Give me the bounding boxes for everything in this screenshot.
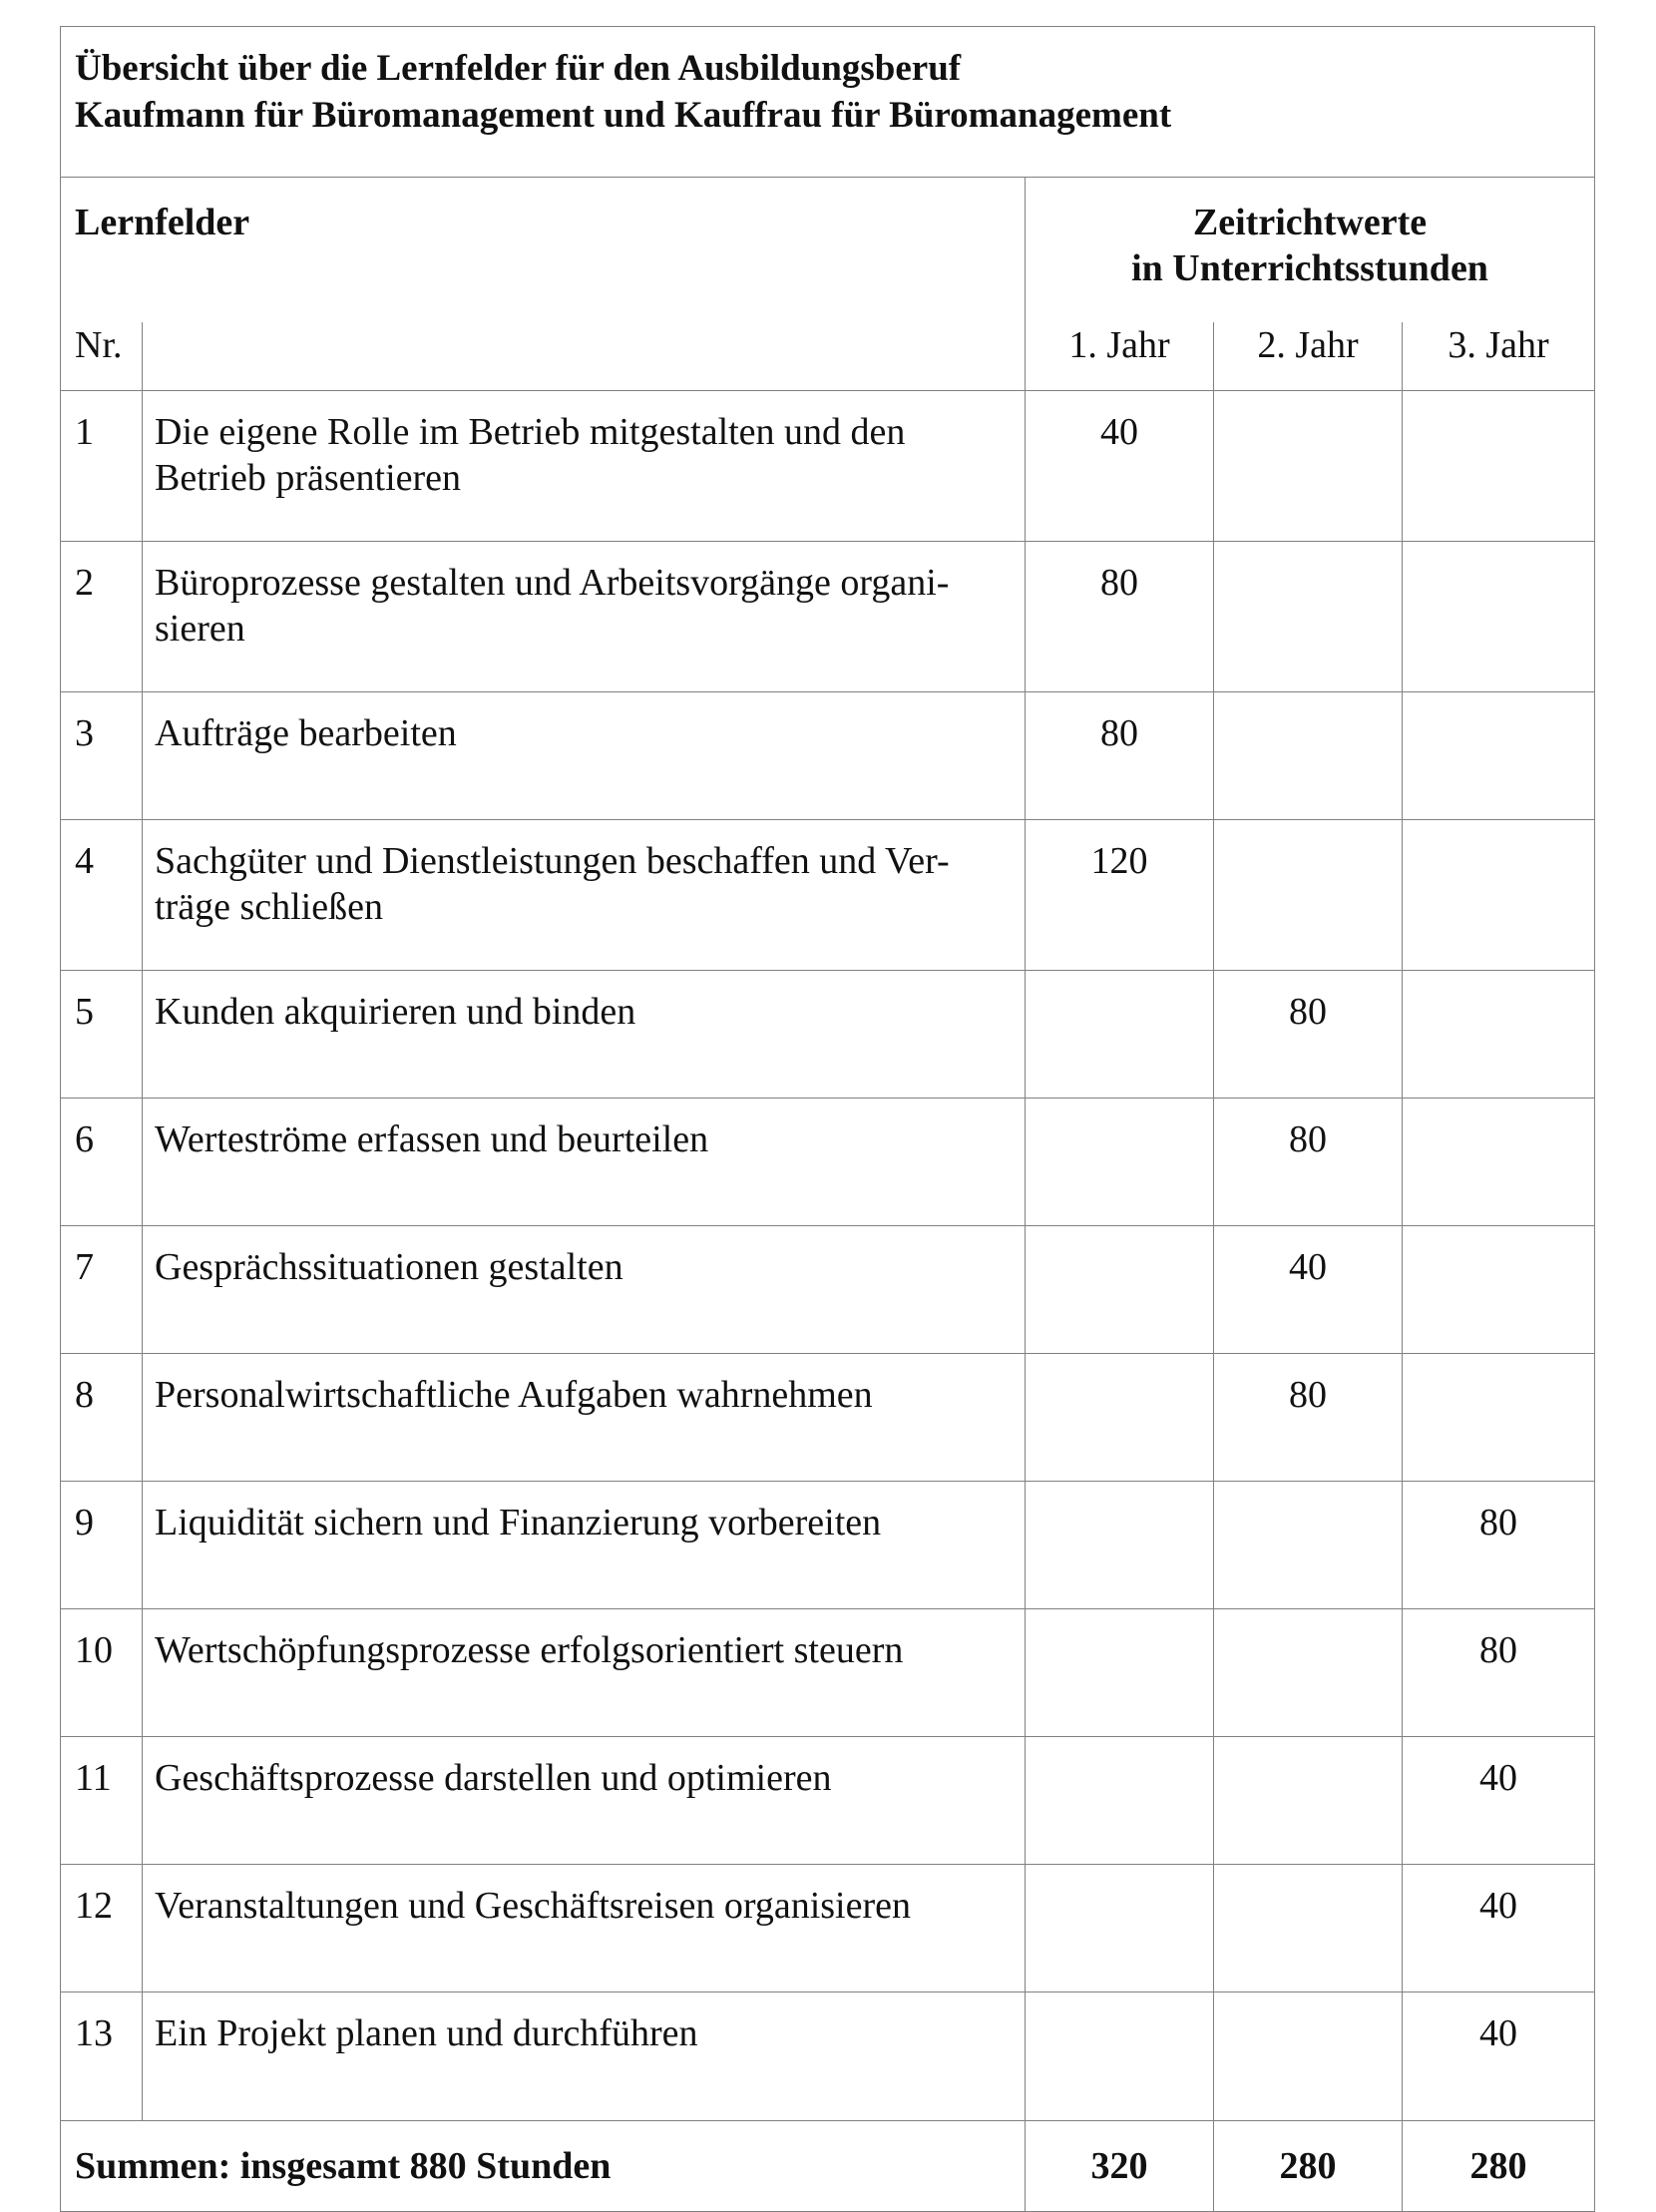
row-year-2 [1214,391,1403,542]
row-year-3 [1403,971,1595,1099]
table-row [61,1354,1595,1482]
row-year-3 [1403,542,1595,692]
row-year-2 [1214,1992,1403,2121]
summary-year-2: 280 [1214,2121,1403,2212]
row-year-3 [1403,820,1595,971]
summary-row [61,2121,1595,2212]
table-row [61,1099,1595,1226]
row-lernfeld: Veranstaltungen und Geschäftsreisen organisieren [143,1865,1026,1992]
row-text-line-2: Betrieb präsentieren [155,457,462,499]
table-row [61,820,1595,971]
row-lernfeld: Aufträge bearbeiten [143,692,1026,820]
table-row [61,1737,1595,1865]
row-nr: 8 [61,1354,143,1482]
row-year-1: 40 [1026,391,1214,542]
header-row-1 [61,178,1595,323]
table-row [61,1992,1595,2121]
row-year-3 [1403,391,1595,542]
row-year-3 [1403,1226,1595,1354]
row-lernfeld: Werteströme erfassen und beurteilen [143,1099,1026,1226]
zeitrichtwerte-header [1026,178,1595,323]
table-row [61,1226,1595,1354]
row-year-2 [1214,1865,1403,1992]
row-text-line-1: Sachgüter und Dienstleistungen beschaffen und Ver- [155,840,950,882]
summary-year-1: 320 [1026,2121,1214,2212]
row-year-2: 80 [1214,1099,1403,1226]
row-year-2 [1214,542,1403,692]
table-row [61,1865,1595,1992]
row-year-1: 80 [1026,542,1214,692]
row-nr: 3 [61,692,143,820]
row-lernfeld: Gesprächssituationen gestalten [143,1226,1026,1354]
title-line-1: Übersicht über die Lernfelder für den Ausbildungsberuf [75,48,962,89]
row-year-3: 40 [1403,1992,1595,2121]
row-year-1 [1026,1226,1214,1354]
row-year-1: 120 [1026,820,1214,971]
row-nr: 9 [61,1482,143,1609]
row-year-1 [1026,1482,1214,1609]
row-text-line-1: Büroprozesse gestalten und Arbeitsvorgänge organi- [155,562,950,604]
row-year-2 [1214,820,1403,971]
row-year-2 [1214,1737,1403,1865]
row-nr: 12 [61,1865,143,1992]
row-year-1 [1026,1992,1214,2121]
zeit-header-line-2: in Unterrichtsstunden [1131,247,1488,289]
row-year-1 [1026,1865,1214,1992]
row-year-1 [1026,1737,1214,1865]
row-year-2 [1214,692,1403,820]
row-nr: 1 [61,391,143,542]
row-lernfeld: Liquidität sichern und Finanzierung vorbereiten [143,1482,1026,1609]
table-row [61,971,1595,1099]
lernfelder-table [60,26,1595,2212]
row-lernfeld [143,391,1026,542]
row-lernfeld: Ein Projekt planen und durchführen [143,1992,1026,2121]
row-year-1 [1026,1099,1214,1226]
lernfelder-header: Lernfelder [61,178,1026,323]
row-year-3 [1403,692,1595,820]
header-row-2 [61,322,1595,391]
summary-label: Summen: insgesamt 880 Stunden [61,2121,1026,2212]
summary-year-3: 280 [1403,2121,1595,2212]
row-nr: 10 [61,1609,143,1737]
blank-header [143,322,1026,391]
table-row [61,391,1595,542]
table-row [61,1609,1595,1737]
title-line-2: Kaufmann für Büromanagement und Kauffrau für Büromanagement [75,95,1172,136]
row-year-3: 80 [1403,1609,1595,1737]
row-year-2 [1214,1482,1403,1609]
row-year-2 [1214,1609,1403,1737]
row-nr: 5 [61,971,143,1099]
row-year-3 [1403,1099,1595,1226]
row-lernfeld: Wertschöpfungsprozesse erfolgsorientiert steuern [143,1609,1026,1737]
row-lernfeld: Kunden akquirieren und binden [143,971,1026,1099]
row-year-2: 80 [1214,1354,1403,1482]
row-year-3 [1403,1354,1595,1482]
row-lernfeld: Geschäftsprozesse darstellen und optimieren [143,1737,1026,1865]
row-year-3: 40 [1403,1865,1595,1992]
row-year-1 [1026,971,1214,1099]
row-nr: 11 [61,1737,143,1865]
title-row [61,27,1595,178]
row-lernfeld [143,820,1026,971]
table-row [61,542,1595,692]
row-nr: 2 [61,542,143,692]
row-year-1: 80 [1026,692,1214,820]
row-text-line-1: Die eigene Rolle im Betrieb mitgestalten und den [155,411,906,453]
year-1-header: 1. Jahr [1026,322,1214,391]
row-nr: 13 [61,1992,143,2121]
row-year-1 [1026,1354,1214,1482]
row-year-2: 80 [1214,971,1403,1099]
year-3-header: 3. Jahr [1403,322,1595,391]
row-lernfeld: Personalwirtschaftliche Aufgaben wahrnehmen [143,1354,1026,1482]
row-year-3: 40 [1403,1737,1595,1865]
table-row [61,1482,1595,1609]
zeit-header-line-1: Zeitrichtwerte [1192,202,1428,243]
row-nr: 7 [61,1226,143,1354]
row-text-line-2: sieren [155,608,245,650]
row-year-2: 40 [1214,1226,1403,1354]
row-lernfeld [143,542,1026,692]
row-nr: 4 [61,820,143,971]
table-title [61,27,1595,178]
row-nr: 6 [61,1099,143,1226]
table-row [61,692,1595,820]
nr-header: Nr. [61,322,143,391]
row-year-1 [1026,1609,1214,1737]
row-year-3: 80 [1403,1482,1595,1609]
row-text-line-2: träge schließen [155,886,383,928]
year-2-header: 2. Jahr [1214,322,1403,391]
